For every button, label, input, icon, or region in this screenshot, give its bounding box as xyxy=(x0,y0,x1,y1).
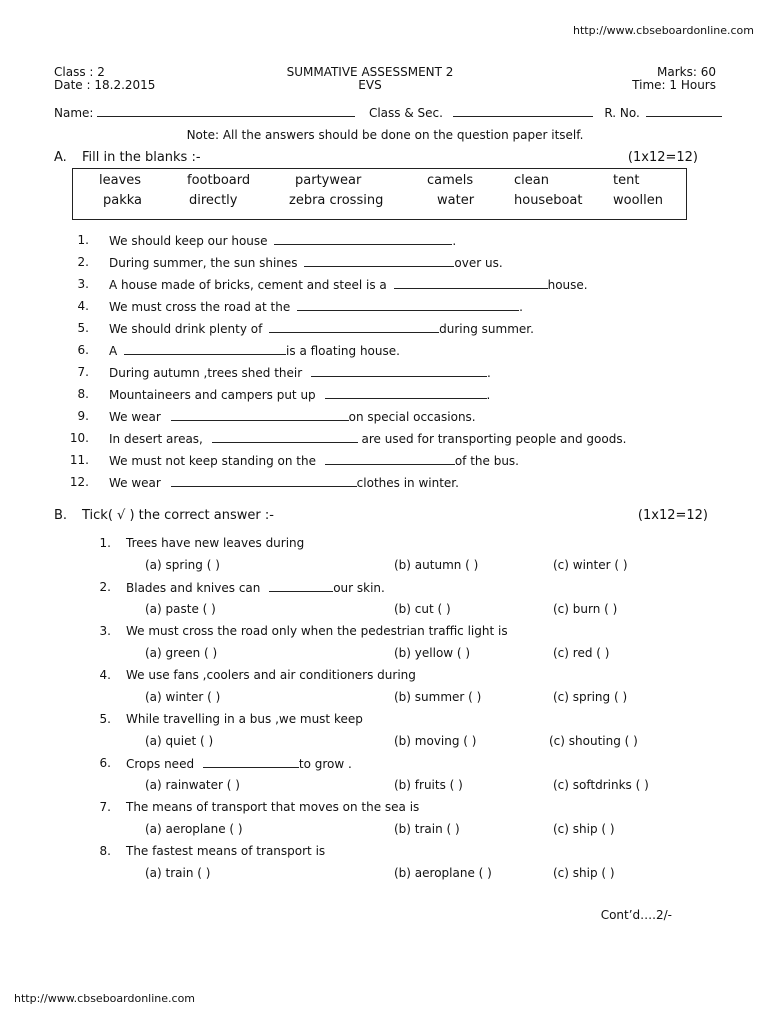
answer-blank[interactable] xyxy=(171,409,349,421)
question-number: 10. xyxy=(69,431,89,445)
option-a[interactable]: (a) winter ( ) xyxy=(145,690,221,704)
answer-blank[interactable] xyxy=(269,321,439,333)
question-number: 5. xyxy=(77,321,89,335)
instruction-note: Note: All the answers should be done on the question paper itself. xyxy=(186,128,584,142)
answer-blank[interactable] xyxy=(297,299,519,311)
answer-blank[interactable] xyxy=(311,365,487,377)
section-a-label: A. xyxy=(54,150,67,165)
answer-blank[interactable] xyxy=(269,580,333,592)
question-text: The fastest means of transport is xyxy=(126,844,326,858)
question-number: 1. xyxy=(99,536,111,550)
word-box-word: footboard xyxy=(187,173,251,188)
continued-note: Cont’d….2/- xyxy=(600,908,672,922)
class-sec-label: Class & Sec. xyxy=(368,106,443,120)
question-text-after: during summer. xyxy=(439,322,534,336)
question-number: 8. xyxy=(99,844,111,858)
section-a-marks: (1x12=12) xyxy=(627,150,698,165)
option-b[interactable]: (b) train ( ) xyxy=(394,822,460,836)
question-text-after: . xyxy=(519,300,523,314)
website-url-bottom[interactable]: http://www.cbseboardonline.com xyxy=(14,992,196,1005)
question-text-after: . xyxy=(487,366,491,380)
option-b[interactable]: (b) summer ( ) xyxy=(394,690,482,704)
option-c[interactable]: (c) spring ( ) xyxy=(553,690,628,704)
answer-blank[interactable] xyxy=(325,387,487,399)
word-box-word: zebra crossing xyxy=(289,193,384,208)
question-text: A xyxy=(109,344,118,358)
question-number: 3. xyxy=(99,624,111,638)
question-text: During autumn ,trees shed their xyxy=(109,366,303,380)
option-a[interactable]: (a) spring ( ) xyxy=(145,558,220,572)
question-text: During summer, the sun shines xyxy=(109,256,298,270)
answer-blank[interactable] xyxy=(203,756,299,768)
mcq-question xyxy=(85,756,352,771)
word-box-word: woollen xyxy=(613,193,664,208)
section-b-marks: (1x12=12) xyxy=(637,508,708,523)
question-text-after: are used for transporting people and goods. xyxy=(357,432,627,446)
option-a[interactable]: (a) rainwater ( ) xyxy=(145,778,240,792)
option-c[interactable]: (c) red ( ) xyxy=(553,646,610,660)
question-text: In desert areas, xyxy=(109,432,203,446)
question-number: 8. xyxy=(77,387,89,401)
question-text: Trees have new leaves during xyxy=(126,536,305,550)
question-number: 12. xyxy=(69,475,89,489)
question-number: 6. xyxy=(77,343,89,357)
question-text-after: over us. xyxy=(454,256,503,270)
exam-title: SUMMATIVE ASSESSMENT 2 xyxy=(286,65,454,79)
fill-blank-item xyxy=(63,343,400,358)
mcq-question xyxy=(85,668,416,682)
question-text: Mountaineers and campers put up xyxy=(109,388,316,402)
option-a[interactable]: (a) green ( ) xyxy=(145,646,218,660)
option-a[interactable]: (a) aeroplane ( ) xyxy=(145,822,243,836)
answer-blank[interactable] xyxy=(304,255,454,267)
answer-blank[interactable] xyxy=(325,453,455,465)
question-number: 1. xyxy=(77,233,89,247)
mcq-question xyxy=(85,844,325,858)
question-text-after: of the bus. xyxy=(454,454,519,468)
question-text-after: to grow . xyxy=(298,757,352,771)
answer-blank[interactable] xyxy=(394,277,548,289)
section-b-title: Tick( √ ) the correct answer :- xyxy=(82,508,274,523)
option-a[interactable]: (a) paste ( ) xyxy=(145,602,216,616)
option-c[interactable]: (c) ship ( ) xyxy=(553,866,615,880)
class-sec-field[interactable] xyxy=(453,105,593,117)
subject-label: EVS xyxy=(358,78,382,92)
option-c[interactable]: (c) burn ( ) xyxy=(553,602,618,616)
question-number: 5. xyxy=(99,712,111,726)
answer-blank[interactable] xyxy=(212,431,358,443)
fill-blank-item xyxy=(63,277,588,292)
question-number: 4. xyxy=(99,668,111,682)
option-b[interactable]: (b) cut ( ) xyxy=(394,602,451,616)
fill-blank-item xyxy=(63,299,523,314)
question-text-after: clothes in winter. xyxy=(356,476,459,490)
option-b[interactable]: (b) autumn ( ) xyxy=(394,558,479,572)
question-text: We wear xyxy=(109,410,161,424)
website-url-top[interactable]: http://www.cbseboardonline.com xyxy=(572,24,754,37)
word-box-word: pakka xyxy=(103,193,143,208)
option-b[interactable]: (b) moving ( ) xyxy=(394,734,477,748)
section-a-title: Fill in the blanks :- xyxy=(82,150,201,165)
question-number: 7. xyxy=(99,800,111,814)
question-number: 3. xyxy=(77,277,89,291)
question-number: 11. xyxy=(69,453,89,467)
question-text: Crops need xyxy=(126,757,195,771)
fill-blank-item xyxy=(63,387,490,402)
question-text-after: . xyxy=(452,234,457,248)
question-text-after: our skin. xyxy=(333,581,385,595)
fill-blank-item xyxy=(63,409,476,424)
question-text: We use fans ,coolers and air conditioners during xyxy=(126,668,416,682)
name-field[interactable] xyxy=(97,105,355,117)
word-box xyxy=(72,168,687,220)
option-c[interactable]: (c) shouting ( ) xyxy=(549,734,638,748)
question-number: 4. xyxy=(77,299,89,313)
rno-field[interactable] xyxy=(646,105,722,117)
question-text: We should keep our house xyxy=(109,234,268,248)
word-box-word: leaves xyxy=(99,173,142,188)
option-b[interactable]: (b) yellow ( ) xyxy=(394,646,471,660)
date-label: Date : 18.2.2015 xyxy=(54,78,156,92)
word-box-word: water xyxy=(437,193,475,208)
question-text: We must not keep standing on the xyxy=(109,454,316,468)
rno-label: R. No. xyxy=(604,106,640,120)
question-number: 2. xyxy=(99,580,111,594)
question-text: A house made of bricks, cement and steel is a xyxy=(109,278,387,292)
answer-blank[interactable] xyxy=(124,343,286,355)
question-text-after: is a floating house. xyxy=(286,344,400,358)
question-text: We should drink plenty of xyxy=(109,322,263,336)
fill-blank-item xyxy=(63,255,503,270)
student-info-row xyxy=(54,105,722,120)
time-label: Time: 1 Hours xyxy=(632,78,716,92)
fill-blank-item xyxy=(63,453,519,468)
fill-blank-item xyxy=(63,475,459,490)
mcq-question xyxy=(85,536,304,550)
option-b[interactable]: (b) fruits ( ) xyxy=(394,778,463,792)
word-box-word: partywear xyxy=(295,173,362,188)
word-box-word: houseboat xyxy=(514,193,583,208)
question-number: 2. xyxy=(77,255,89,269)
question-text-after: on special occasions. xyxy=(348,410,476,424)
question-text: The means of transport that moves on the sea is xyxy=(126,800,420,814)
word-box-word: directly xyxy=(189,193,238,208)
question-text-after: . xyxy=(486,388,491,402)
fill-blank-item xyxy=(63,321,534,336)
option-c[interactable]: (c) softdrinks ( ) xyxy=(553,778,649,792)
mcq-question xyxy=(85,800,419,814)
fill-blank-item xyxy=(63,365,491,380)
fill-blank-item xyxy=(63,431,626,446)
class-label: Class : 2 xyxy=(54,65,105,79)
question-text-after: house. xyxy=(547,278,588,292)
question-text: We must cross the road at the xyxy=(109,300,291,314)
question-text: Blades and knives can xyxy=(126,581,261,595)
answer-blank[interactable] xyxy=(274,233,452,245)
mcq-question xyxy=(85,712,363,726)
fill-blank-item xyxy=(63,233,456,248)
option-b[interactable]: (b) aeroplane ( ) xyxy=(394,866,492,880)
name-label: Name: xyxy=(54,106,94,120)
section-b-label: B. xyxy=(54,508,68,523)
question-text: We must cross the road only when the pedestrian traffic light is xyxy=(126,624,508,638)
word-box-word: tent xyxy=(613,173,640,188)
option-a[interactable]: (a) train ( ) xyxy=(145,866,211,880)
question-text: We wear xyxy=(109,476,161,490)
question-number: 6. xyxy=(99,756,111,770)
word-box-word: camels xyxy=(427,173,474,188)
option-c[interactable]: (c) ship ( ) xyxy=(553,822,615,836)
question-text: While travelling in a bus ,we must keep xyxy=(126,712,363,726)
option-a[interactable]: (a) quiet ( ) xyxy=(145,734,214,748)
mcq-question xyxy=(85,624,508,638)
option-c[interactable]: (c) winter ( ) xyxy=(553,558,628,572)
question-number: 9. xyxy=(77,409,89,423)
mcq-question xyxy=(85,580,385,595)
marks-label: Marks: 60 xyxy=(657,65,716,79)
answer-blank[interactable] xyxy=(171,475,357,487)
word-box-word: clean xyxy=(514,173,549,188)
question-number: 7. xyxy=(77,365,89,379)
